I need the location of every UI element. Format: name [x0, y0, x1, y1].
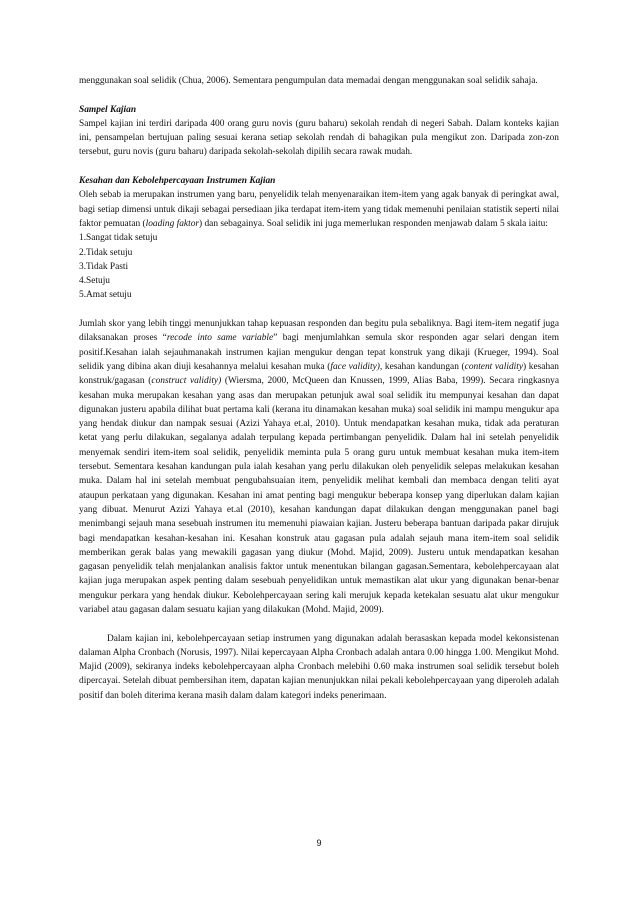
jumlah-italic-3: content validity	[464, 361, 524, 372]
kesahan-text-2: ) dan sebagainya. Soal selidik ini juga memerlukan responden menjawab dalam 5 skala iaitu:	[199, 218, 548, 229]
jumlah-paragraph	[79, 317, 559, 617]
jumlah-italic-4: construct validity)	[151, 376, 222, 387]
kesahan-paragraph	[79, 188, 559, 231]
kesahan-text-1: Oleh sebab ia merupakan instrumen yang baru, penyelidik telah menyenaraikan item-item yang agak banyak di peringkat awal, bagi setiap dimensi untuk dikaji sebagai persediaan jika terdapat item-item yang tidak memenuhi penilaian statistik seperti nilai faktor pemuatan (	[79, 190, 559, 229]
scale-item-2: 2.Tidak setuju	[79, 247, 133, 258]
jumlah-text-2: ” bagi menjumlahkan semula skor responden agar selari dengan item positif.Kesahan ialah sejauhmanakah instrumen kajian mengukur dengan tepat konstruk yang dikaji (Krueger, 1994). Soal selidik yang dibina akan diuji kesahannya melalui kesahan muka (	[79, 333, 559, 372]
kesahan-italic-term: loading faktor	[145, 218, 200, 229]
scale-item-3: 3.Tidak Pasti	[79, 261, 129, 272]
kesahan-heading: Kesahan dan Kebolehpercayaan Instrumen Kajian	[79, 176, 276, 187]
jumlah-text-3: , kesahan kandungan (	[379, 361, 465, 372]
page-body	[79, 74, 559, 703]
sampel-heading: Sampel Kajian	[79, 104, 137, 115]
alpha-paragraph: Dalam kajian ini, kebolehpercayaan setiap instrumen yang digunakan adalah berasaskan kepada model kekonsistenan dalaman Alpha Cronbach (Norusis, 1997). Nilai kepercayaan Alpha Cronbach adalah antara 0.00 hingga 1.00. Mengikut Mohd. Majid (2009), sekiranya indeks kebolehpercayaan alpha Cronbach melebihi 0.60 maka instrumen soal selidik tersebut boleh dipercayai. Setelah dibuat pembersihan item, dapatan kajian menunjukkan nilai pekali kebolehpercayaan yang diperoleh adalah positif dan boleh diterima kerana masih dalam dalam kategori indeks penerimaan.	[79, 633, 559, 701]
scale-item-4: 4.Setuju	[79, 276, 110, 287]
jumlah-text-4: ) kesahan konstruk/gagasan (	[79, 361, 559, 387]
scale-item-1: 1.Sangat tidak setuju	[79, 233, 158, 244]
intro-paragraph: menggunakan soal selidik (Chua, 2006). Sementara pengumpulan data memadai dengan menggunakan soal selidik sahaja.	[79, 76, 538, 86]
scale-item-5: 5.Amat setuju	[79, 290, 132, 301]
sampel-paragraph: Sampel kajian ini terdiri daripada 400 orang guru novis (guru baharu) sekolah rendah di negeri Sabah. Dalam konteks kajian ini, pensampelan bertujuan paling sesuai kerana setiap sekolah rendah di bahagikan pula mengikut zon. Daripada zon-zon tersebut, guru novis (guru baharu) daripada sekolah-sekolah dipilih secara rawak mudah.	[79, 118, 559, 158]
page-number: 9	[316, 838, 322, 848]
jumlah-text-1: Jumlah skor yang lebih tinggi menunjukkan tahap kepuasan responden dan begitu pula sebaliknya. Bagi item-item negatif juga dilaksanakan proses “	[79, 319, 559, 344]
jumlah-italic-1: recode into same variable	[166, 333, 274, 344]
jumlah-text-5: (Wiersma, 2000, McQueen dan Knussen, 1999, Alias Baba, 1999). Secara ringkasnya kesahan muka merupakan kesahan yang asas dan merupakan petunjuk awal soal selidik itu mempunyai kesahan dan dapat digunakan justeru apabila dilihat buat pertama kali (kerana itu dinamakan kesahan muka) soal selidik ini mampu mengukur apa yang hendak diukur dan nampak sesuai (Azizi Yahaya et.al, 2010). Untuk mendapatkan kesahan muka, tidak ada peraturan ketat yang perlu dilakukan, segalanya adalah terpulang kepada pertimbangan penyelidik. Dalam hal ini setelah penyelidik menyemak sendiri item-item soal selidik, penyelidik meminta pula 5 orang guru untuk membuat kesahan muka item-item tersebut. Sementara kesahan kandungan pula ialah kesahan yang perlu dilakukan oleh penyelidik selepas melakukan kesahan muka. Dalam hal ini setelah membuat pengubahsuaian item, penyelidik melihat kembali dan membaca dengan teliti ayat ataupun perkataan yang digunakan. Kesahan ini amat penting bagi mengukur beberapa konsep yang diperlukan dalam kajian yang dibuat. Menurut Azizi Yahaya et.al (2010), kesahan kandungan dapat dilakukan dengan menggunakan panel bagi menimbangi sejauh mana sesebuah instrumen itu memenuhi piawaian kajian. Justeru beberapa bantuan daripada pakar dirujuk bagi mendapatkan kesahan-kesahan ini. Kesahan konstruk atau gagasan pula adalah sejauh mana item-item soal selidik memberikan gerak balas yang mewakili gagasan yang diukur (Mohd. Majid, 2009). Justeru untuk mendapatkan kesahan gagasan penyelidik telah menjalankan analisis faktor untuk menentukan bilangan gagasan.Sementara, kebolehpercayaan alat kajian juga merupakan aspek penting dalam sesebuah penyelidikan untuk memastikan alat ukur yang digunakan benar-benar mengukur perkara yang hendak diukur. Kebolehpercayaan sering kali merujuk kepada ketekalan sesuatu alat ukur mengukur variabel atau gagasan dalam sesuatu kajian yang dilakukan (Mohd. Majid, 2009).	[79, 376, 559, 615]
jumlah-italic-2: face validity)	[330, 361, 380, 372]
